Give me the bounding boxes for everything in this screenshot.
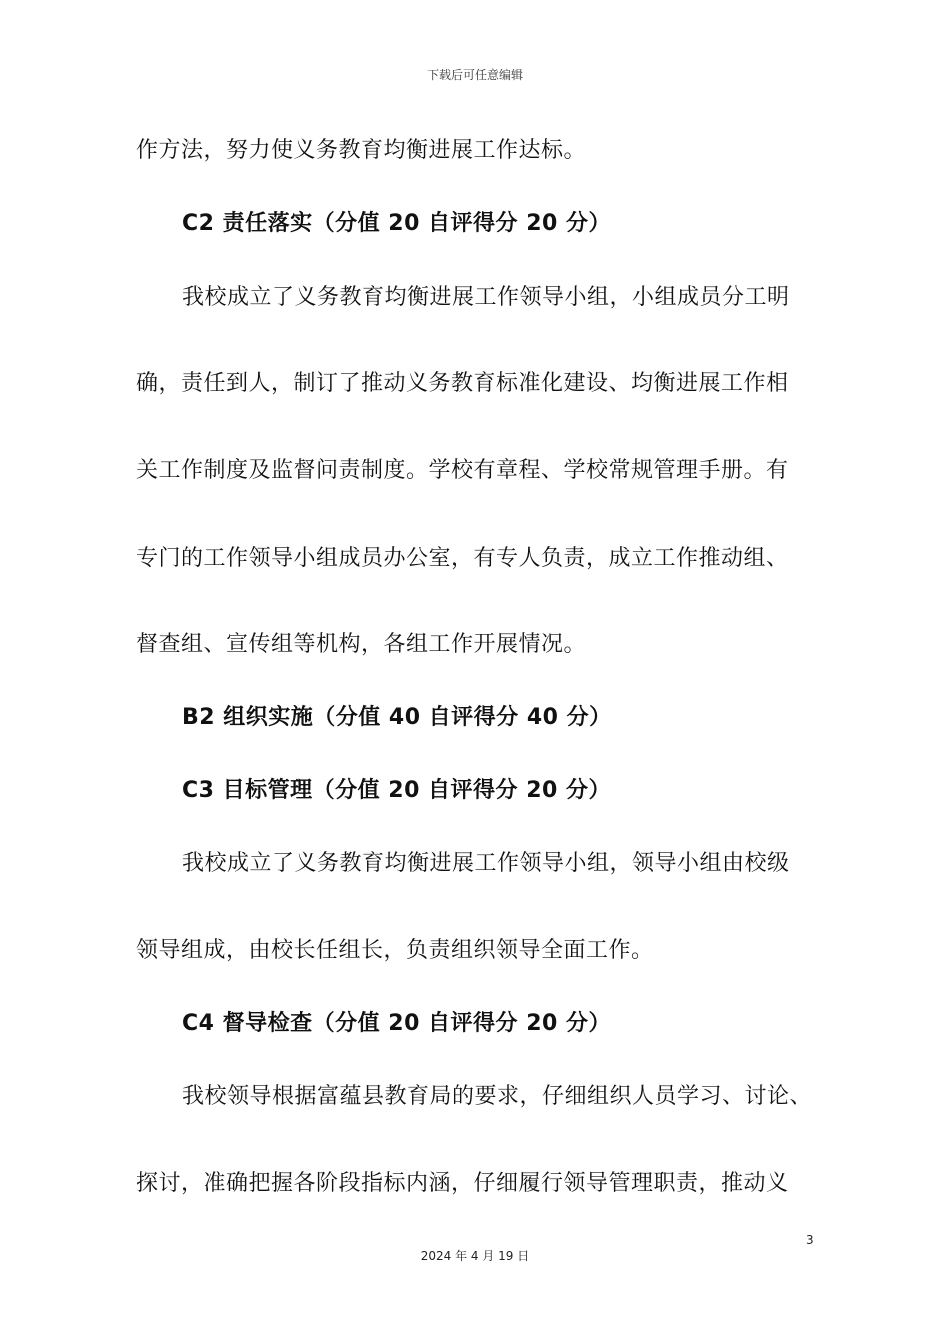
- page-number: 3: [806, 1233, 814, 1247]
- section-heading-b2: B2 组织实施（分值 40 自评得分 40 分）: [182, 705, 612, 730]
- paragraph-line: 督查组、宣传组等机构，各组工作开展情况。: [136, 632, 587, 657]
- page-header: 下载后可任意编辑: [426, 68, 523, 82]
- paragraph-line: 我校成立了义务教育均衡进展工作领导小组，领导小组由校级: [182, 851, 790, 876]
- paragraph-line: 我校领导根据富蕴县教育局的要求，仔细组织人员学习、讨论、: [182, 1084, 813, 1109]
- paragraph-line: 专门的工作领导小组成员办公室，有专人负责，成立工作推动组、: [136, 546, 789, 571]
- paragraph-line: 探讨，准确把握各阶段指标内涵，仔细履行领导管理职责，推动义: [136, 1171, 789, 1196]
- section-heading-c3: C3 目标管理（分值 20 自评得分 20 分）: [182, 778, 611, 803]
- paragraph-line: 领导组成，由校长任组长，负责组织领导全面工作。: [136, 938, 654, 963]
- page-footer-date: 2024 年 4 月 19 日: [420, 1249, 530, 1263]
- paragraph-line: 作方法，努力使义务教育均衡进展工作达标。: [136, 138, 587, 163]
- paragraph-line: 我校成立了义务教育均衡进展工作领导小组，小组成员分工明: [182, 285, 790, 310]
- paragraph-line: 确，责任到人，制订了推动义务教育标准化建设、均衡进展工作相: [136, 371, 789, 396]
- section-heading-c4: C4 督导检查（分值 20 自评得分 20 分）: [182, 1011, 611, 1036]
- section-heading-c2: C2 责任落实（分值 20 自评得分 20 分）: [182, 211, 611, 236]
- paragraph-line: 关工作制度及监督问责制度。学校有章程、学校常规管理手册。有: [136, 458, 789, 483]
